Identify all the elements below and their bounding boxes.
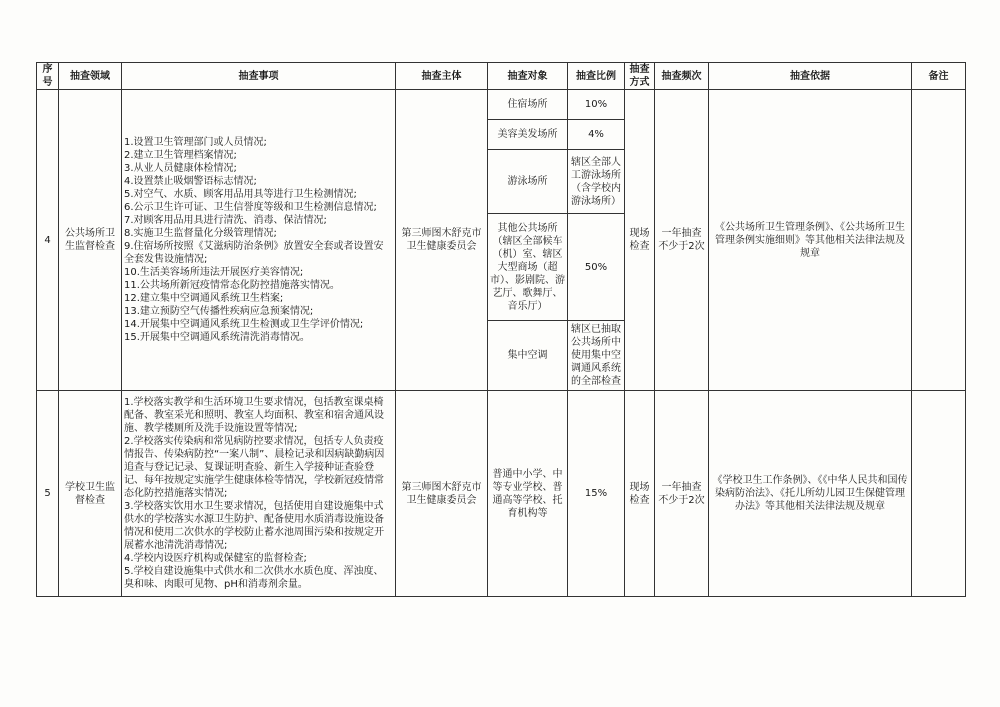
list-item: 13.建立预防空气传播性疾病应急预案情况; xyxy=(124,306,314,317)
list-item: 5.学校自建设施集中式供水和二次供水水质色度、浑浊度、臭和味、肉眼可见物、pH和消毒剂余量。 xyxy=(124,566,384,590)
row-target: 普通中小学、中等专业学校、普通高等学校、托育机构等 xyxy=(488,391,568,597)
inspection-table xyxy=(36,62,966,597)
list-item: 12.建立集中空调通风系统卫生档案; xyxy=(124,293,284,304)
list-item: 3.从业人员健康体检情况; xyxy=(124,163,237,174)
list-item: 7.对顾客用品用具进行清洗、消毒、保洁情况; xyxy=(124,215,327,226)
target-ratio: 辖区已抽取公共场所中使用集中空调通风系统的全部检查 xyxy=(568,321,625,391)
list-item: 1.学校落实教学和生活环境卫生要求情况，包括教室课桌椅配备、教室采光和照明、教室人均面积、教室和宿舍通风设施、教学楼厕所及洗手设施设置等情况; xyxy=(124,397,384,434)
target-name: 住宿场所 xyxy=(488,90,568,120)
list-item: 2.学校落实传染病和常见病防控要求情况，包括专人负责疫情报告、传染病防控“一案八制”、晨检记录和因病缺勤病因追查与登记记录、复课证明查验、新生入学接种证查验登记、每年按规定实施学生健康体检等情况，学校新冠疫情常态化防控措施落实情况; xyxy=(124,436,385,499)
row-field: 学校卫生监督检查 xyxy=(59,391,122,597)
list-item: 4.学校内设医疗机构或保健室的监督检查; xyxy=(124,553,307,564)
target-name: 集中空调 xyxy=(488,321,568,391)
row-seq: 4 xyxy=(37,90,59,391)
list-item: 6.公示卫生许可证、卫生信誉度等级和卫生检测信息情况; xyxy=(124,202,377,213)
list-item: 5.对空气、水质、顾客用品用具等进行卫生检测情况; xyxy=(124,189,357,200)
list-item: 1.设置卫生管理部门或人员情况; xyxy=(124,137,267,148)
row-remark xyxy=(912,391,966,597)
list-item: 15.开展集中空调通风系统清洗消毒情况。 xyxy=(124,332,310,343)
table-row xyxy=(37,90,966,120)
header-row xyxy=(37,63,966,90)
row-remark xyxy=(912,90,966,391)
row-freq: 一年抽查不少于2次 xyxy=(655,90,709,391)
row-method: 现场检查 xyxy=(625,90,655,391)
target-ratio: 10% xyxy=(568,90,625,120)
list-item: 11.公共场所新冠疫情常态化防控措施落实情况。 xyxy=(124,280,340,291)
header-method: 抽查方式 xyxy=(625,63,655,90)
list-item: 3.学校落实饮用水卫生要求情况，包括使用自建设施集中式供水的学校落实水源卫生防护、配备使用水质消毒设施设备情况和使用二次供水的学校防止蓄水池周围污染和按规定开展蓄水池清洗消毒情况; xyxy=(124,501,384,551)
target-name: 美容美发场所 xyxy=(488,120,568,150)
row-subject: 第三师图木舒克市卫生健康委员会 xyxy=(396,90,488,391)
header-remark: 备注 xyxy=(912,63,966,90)
header-basis: 抽查依据 xyxy=(709,63,912,90)
target-name: 游泳场所 xyxy=(488,150,568,214)
header-subject: 抽查主体 xyxy=(396,63,488,90)
row-basis: 《学校卫生工作条例》、《《中华人民共和国传染病防治法》、《托儿所幼儿园卫生保健管理办法》等其他相关法律法规及规章 xyxy=(709,391,912,597)
header-items: 抽查事项 xyxy=(122,63,396,90)
row-subject: 第三师图木舒克市卫生健康委员会 xyxy=(396,391,488,597)
header-field: 抽查领域 xyxy=(59,63,122,90)
table-row xyxy=(37,391,966,597)
target-ratio: 辖区全部人工游泳场所（含学校内游泳场所） xyxy=(568,150,625,214)
row-field: 公共场所卫生监督检查 xyxy=(59,90,122,391)
list-item: 14.开展集中空调通风系统卫生检测或卫生学评价情况; xyxy=(124,319,364,330)
list-item: 2.建立卫生管理档案情况; xyxy=(124,150,237,161)
row-items xyxy=(122,90,396,391)
row-basis: 《公共场所卫生管理条例》、《公共场所卫生管理条例实施细则》等其他相关法律法规及规章 xyxy=(709,90,912,391)
list-item: 8.实施卫生监督量化分级管理情况; xyxy=(124,228,277,239)
header-ratio: 抽查比例 xyxy=(568,63,625,90)
target-name: 其他公共场所（辖区全部候车（机）室、辖区大型商场（超市）、影剧院、游艺厅、歌舞厅、音乐厅） xyxy=(488,214,568,321)
row-ratio: 15% xyxy=(568,391,625,597)
list-item: 4.设置禁止吸烟警语标志情况; xyxy=(124,176,257,187)
target-ratio: 4% xyxy=(568,120,625,150)
row-items xyxy=(122,391,396,597)
header-freq: 抽查频次 xyxy=(655,63,709,90)
list-item: 10.生活美容场所违法开展医疗美容情况; xyxy=(124,267,304,278)
target-ratio: 50% xyxy=(568,214,625,321)
row-method: 现场检查 xyxy=(625,391,655,597)
header-target: 抽查对象 xyxy=(488,63,568,90)
header-seq: 序号 xyxy=(37,63,59,90)
row-freq: 一年抽查不少于2次 xyxy=(655,391,709,597)
row-seq: 5 xyxy=(37,391,59,597)
list-item: 9.住宿场所按照《艾滋病防治条例》放置安全套或者设置安全套发售设施情况; xyxy=(124,241,384,265)
